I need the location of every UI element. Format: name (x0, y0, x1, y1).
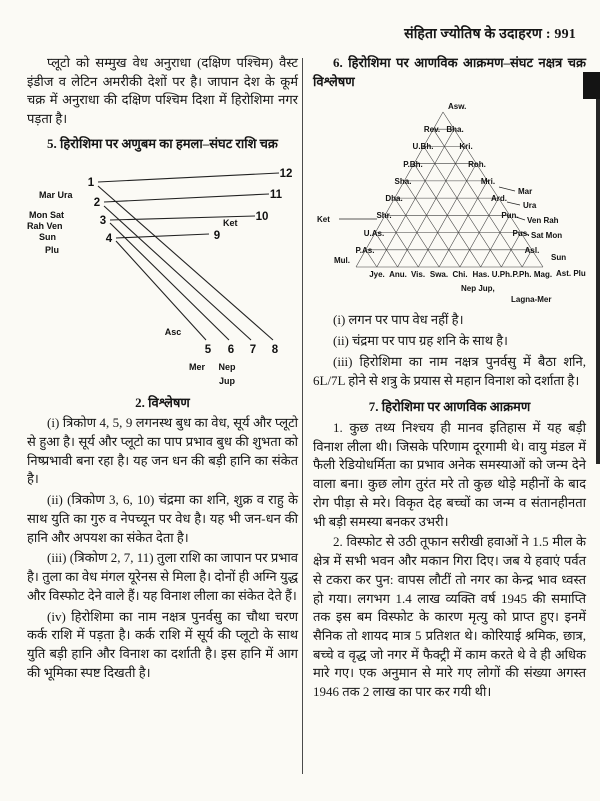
rashi-chart-labels (27, 168, 292, 386)
planet-label-mar: Mar (518, 187, 533, 197)
point-item: (iii) हिरोशिमा का नाम नक्षत्र पुनर्वसु में बैठा शनि, 6L/7L होने से शत्रु के प्रयास से महान विनाश को दर्शाता है। (313, 353, 586, 388)
nakshatra-label: Asw. (448, 102, 467, 112)
planet-label-ket: Ket (317, 215, 330, 225)
analysis-item: (i) त्रिकोण 4, 5, 9 लगनस्थ बुध का वेध, सूर्य और प्लूटो से हुआ है। सूर्य और प्लूटो का पाप प्रभाव बुध की शुभता को निष्प्रभावी बना रहा है। यह जन धन की बड़ी हानि का संकेत है। (27, 415, 298, 487)
planet-label-sun: Sun (39, 231, 56, 242)
rashi-chart (27, 160, 299, 390)
page-header: संहिता ज्योतिष के उदाहरण : 991 (404, 27, 576, 42)
planet-label-nep-jup: Nep Jup, (461, 284, 495, 294)
nakshatra-label: Swa. (429, 270, 449, 280)
nakshatra-label: Rev. (423, 125, 441, 135)
nakshatra-label: U.Bh. (412, 142, 434, 152)
rashi-number: 2 (93, 196, 101, 209)
nakshatra-label: Pus. (512, 229, 530, 239)
nakshatra-label: Vis. (410, 270, 426, 280)
planet-label-mer: Mer (188, 361, 206, 372)
nakshatra-label: Mul. (334, 256, 350, 266)
planet-label-rah-ven: Rah Ven (27, 220, 63, 231)
planet-label-mar-ura: Mar Ura (39, 189, 73, 200)
rashi-number: 3 (99, 214, 107, 227)
planet-label-ven-rah: Ven Rah (527, 216, 559, 226)
nakshatra-chart (313, 97, 589, 307)
nakshatra-label: Bha. (446, 125, 464, 135)
nakshatra-chart-labels (317, 102, 586, 304)
left-column (27, 54, 298, 682)
planet-label-plu: Plu (45, 244, 60, 255)
nakshatra-label: U.As. (363, 229, 385, 239)
intro-paragraph: प्लूटो को सम्मुख वेध अनुराधा (दक्षिण पश्चिम) वैस्ट इंडीज व लेटिन अमरीकी देशों पर है। जापान देश के कूर्म चक्र में अनुराधा की दक्षिण पश्चिम दिशा में हिरोशिमा नगर पड़ता है। (27, 55, 298, 127)
body-paragraph: 1. कुछ तथ्य निश्चय ही मानव इतिहास में यह बड़ी विनाश लीला थी। जिसके परिणाम दूरगामी थे। वायु मंडल में फैली रेडियोधर्मिता का प्रभाव अनेक समस्याओं को जन्म देने वाला बना। कुछ लोग तुरंत मरे तो कुछ थोड़े महीनों के बाद रोग पीड़ा से मरे। विकृत देह बच्चों का जन्म व संतानहीनता भी बड़ी समस्या बनकर उभरी। (313, 420, 586, 529)
analysis-item: (iii) (त्रिकोण 2, 7, 11) तुला राशि का जापान पर प्रभाव है। तुला का वेध मंगल यूरेनस से मिला है। दोनों ही अग्नि युद्ध और विस्फोट देने वाले हैं। यह विनाश लीला का संकेत देते हैं। (27, 550, 298, 603)
nakshatra-label: Shr. (376, 211, 392, 221)
nakshatra-label: Mag. (533, 270, 553, 280)
planet-label-ket: Ket (223, 217, 238, 228)
planet-label-nep: Nep (218, 361, 236, 372)
analysis-item: (ii) (त्रिकोण 3, 6, 10) चंद्रमा का शनि, शुक्र व राहु के साथ युति का गुरु व नेपच्यून पर वेध है। यह भी जन-धन की हानि और अपयश का संकेत देता है। (27, 492, 298, 545)
section-6-heading: 6. हिरोशिमा पर आणविक आक्रमण–संघट नक्षत्र चक्र विश्लेषण (313, 55, 586, 89)
rashi-number: 8 (271, 343, 279, 356)
nakshatra-label: Ard. (491, 194, 507, 204)
right-column (313, 54, 586, 702)
nakshatra-label: P.Ph. (512, 270, 532, 280)
nakshatra-label: Mri. (480, 177, 496, 187)
rashi-number: 1 (87, 176, 95, 189)
nakshatra-label: Dha. (385, 194, 403, 204)
nakshatra-label: U.Ph. (491, 270, 513, 280)
nakshatra-label: Has. (472, 270, 490, 280)
nakshatra-label: Anu. (389, 270, 407, 280)
body-paragraph: 2. विस्फोट से उठी तूफान सरीखी हवाओं ने 1.5 मील के क्षेत्र में सभी भवन और मकान गिरा दिए। जब ये हवाएं पर्वत से टकरा कर पुन: वापस लौटीं तो नगर का केन्द्र भाव ध्वस्त हो गया। लगभग 1.4 लाख व्यक्ति वर्ष 1945 की समाप्ति तक इस बम विस्फोट के कारण मृत्यु को प्राप्त हुए। इनमें सैनिक तो शायद मात्र 5 प्रतिशत थे। कोरियाई श्रमिक, छात्र, बच्चे व वृद्ध जो नगर में फैक्ट्री में काम करते थे वे ही अधिक मारे गए। एक अनुमान से मारे गए लोगों की संख्या अगस्त 1946 तक 2 लाख का पार कर गयी थी। (313, 534, 586, 700)
nakshatra-label: P.Bh. (403, 160, 423, 170)
nakshatra-label: Jye. (369, 270, 385, 280)
asc-label: Asc (164, 326, 182, 337)
nakshatra-label: Sha. (394, 177, 412, 187)
planet-label-ast-plu: Ast. Plu (556, 269, 586, 279)
nakshatra-label: Chi. (452, 270, 468, 280)
nakshatra-label: Roh. (468, 160, 486, 170)
rashi-number: 12 (279, 167, 293, 180)
planet-label-mon-sat: Mon Sat (29, 209, 64, 220)
column-divider (302, 58, 303, 774)
rashi-chart-lines (98, 173, 279, 340)
scan-mark-edge (596, 99, 600, 464)
rashi-number: 4 (105, 232, 113, 245)
section-2-heading: 2. विश्लेषण (135, 394, 190, 410)
triangle-mesh (356, 112, 543, 267)
planet-label-jup: Jup (218, 375, 236, 386)
planet-label-sun: Sun (551, 253, 567, 263)
section-5-heading: 5. हिरोशिमा पर अणुबम का हमला–संघट राशि चक्र (47, 135, 278, 151)
rashi-number: 10 (255, 210, 269, 223)
nakshatra-label: P.As. (355, 246, 375, 256)
section-7-heading: 7. हिरोशिमा पर आणविक आक्रमण (368, 399, 531, 415)
planet-label-lagna-mer: Lagna-Mer (511, 295, 552, 305)
nakshatra-label: Asl. (524, 246, 540, 256)
rashi-number: 11 (269, 188, 283, 201)
point-item: (ii) चंद्रमा पर पाप ग्रह शनि के साथ है। (333, 333, 508, 349)
rashi-number: 9 (213, 229, 221, 242)
nakshatra-label: Pun. (501, 211, 519, 221)
nakshatra-label: Kri. (459, 142, 473, 152)
planet-label-sat-mon: Sat Mon (531, 231, 563, 241)
rashi-number: 5 (204, 343, 212, 356)
analysis-item: (iv) हिरोशिमा का नाम नक्षत्र पुनर्वसु का चौथा चरण कर्क राशि में पड़ता है। कर्क राशि में सूर्य की प्लूटो के साथ युति बड़ी हानि और विनाश का दर्शाती है। इस हानि में आग की भूमिका स्पष्ट दिखती है। (27, 608, 298, 680)
rashi-number: 7 (249, 343, 257, 356)
rashi-number: 6 (227, 343, 235, 356)
point-item: (i) लगन पर पाप वेध नहीं है। (333, 312, 464, 328)
planet-label-ura: Ura (523, 201, 537, 211)
